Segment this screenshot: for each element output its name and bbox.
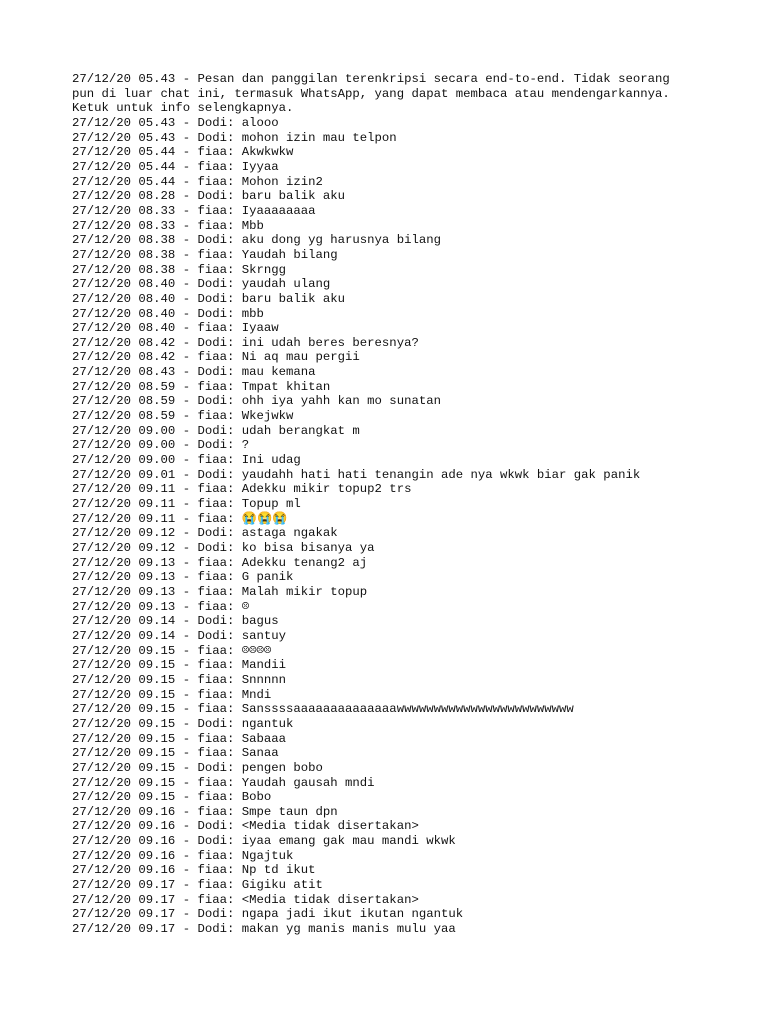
chat-log-line: 27/12/20 09.11 - fiaa: 😭😭😭 [72,511,288,526]
chat-log-line: 27/12/20 08.59 - Dodi: ohh iya yahh kan mo sunatan [72,394,441,409]
chat-log-line: 27/12/20 08.40 - Dodi: yaudah ulang [72,277,331,292]
chat-log-line: 27/12/20 09.15 - fiaa: Sabaaa [72,731,287,746]
chat-log-line: 27/12/20 05.44 - fiaa: Mohon izin2 [72,174,323,189]
chat-log-line: 27/12/20 08.59 - fiaa: Wkejwkw [72,409,294,424]
chat-log-line: 27/12/20 09.00 - fiaa: Ini udag [72,453,301,468]
chat-log-line: 27/12/20 08.42 - fiaa: Ni aq mau pergii [72,350,360,365]
chat-log-line: 27/12/20 09.15 - fiaa: Mndi [72,687,272,702]
chat-log-line: 27/12/20 09.15 - fiaa: Snnnnn [72,672,287,687]
chat-log-line: 27/12/20 08.38 - fiaa: Yaudah bilang [72,247,338,262]
chat-log-line: 27/12/20 09.01 - Dodi: yaudahh hati hati tenangin ade nya wkwk biar gak panik [72,467,641,482]
chat-log-line: 27/12/20 09.13 - fiaa: Malah mikir topup [72,584,368,599]
chat-log-line: 27/12/20 05.43 - Pesan dan panggilan terenkripsi secara end-to-end. Tidak seorang [72,72,670,86]
chat-log-line: 27/12/20 09.15 - fiaa: Sanssssaaaaaaaaaaaaaawwwwwwwwwwwwwwwwwwwwwwww [72,702,574,717]
chat-log-line: 27/12/20 09.15 - Dodi: pengen bobo [72,760,323,775]
chat-log-line: 27/12/20 09.11 - fiaa: Topup ml [72,497,301,512]
chat-log-line: 27/12/20 05.43 - Dodi: alooo [72,115,279,130]
chat-log-line: 27/12/20 08.40 - fiaa: Iyaaw [72,321,279,336]
chat-log-line: 27/12/20 09.17 - Dodi: makan yg manis manis mulu yaa [72,922,456,937]
chat-log-line: 27/12/20 09.16 - fiaa: Np td ikut [72,863,316,878]
chat-log-line: Ketuk untuk info selengkapnya. [72,101,294,116]
chat-log-line: 27/12/20 09.15 - fiaa: ☹☹☹☹ [72,643,272,658]
chat-log-line: 27/12/20 09.13 - fiaa: Adekku tenang2 aj [72,555,368,570]
chat-log-line: 27/12/20 09.14 - Dodi: bagus [72,614,279,629]
chat-log-line: 27/12/20 09.15 - fiaa: Sanaa [72,746,279,761]
chat-log-document [72,72,712,937]
chat-log-line: 27/12/20 09.15 - fiaa: Mandii [72,658,287,673]
chat-log-line: pun di luar chat ini, termasuk WhatsApp, yang dapat membaca atau mendengarkannya. [72,86,670,101]
chat-log-line: 27/12/20 09.16 - fiaa: Smpe taun dpn [72,804,338,819]
chat-log-line: 27/12/20 09.16 - fiaa: Ngajtuk [72,848,294,863]
chat-log-line: 27/12/20 08.40 - Dodi: baru balik aku [72,291,346,306]
chat-log-line: 27/12/20 09.15 - fiaa: Yaudah gausah mndi [72,775,375,790]
chat-log-line: 27/12/20 08.33 - fiaa: Iyaaaaaaaa [72,203,316,218]
chat-log-line: 27/12/20 09.12 - Dodi: astaga ngakak [72,526,338,541]
chat-log-line: 27/12/20 09.11 - fiaa: Adekku mikir topup2 trs [72,482,412,497]
chat-log-line: 27/12/20 09.13 - fiaa: ☹ [72,599,250,614]
chat-log-line: 27/12/20 08.59 - fiaa: Tmpat khitan [72,379,331,394]
chat-log-line: 27/12/20 08.40 - Dodi: mbb [72,306,264,321]
chat-log-line: 27/12/20 08.42 - Dodi: ini udah beres beresnya? [72,335,419,350]
chat-log-line: 27/12/20 09.00 - Dodi: udah berangkat m [72,423,360,438]
chat-log-line: 27/12/20 09.13 - fiaa: G panik [72,570,294,585]
chat-log-line: 27/12/20 05.44 - fiaa: Akwkwkw [72,145,294,160]
chat-log-line: 27/12/20 08.38 - Dodi: aku dong yg harusnya bilang [72,233,441,248]
chat-log-line: 27/12/20 05.44 - fiaa: Iyyaa [72,159,279,174]
chat-log-line: 27/12/20 09.17 - Dodi: ngapa jadi ikut ikutan ngantuk [72,907,464,922]
chat-log-line: 27/12/20 09.14 - Dodi: santuy [72,628,287,643]
chat-log-line: 27/12/20 09.17 - fiaa: <Media tidak disertakan> [72,892,419,907]
chat-log-line: 27/12/20 08.33 - fiaa: Mbb [72,218,264,233]
chat-log-line: 27/12/20 09.15 - Dodi: ngantuk [72,716,294,731]
chat-log-line: 27/12/20 08.28 - Dodi: baru balik aku [72,189,346,204]
chat-log-line: 27/12/20 08.43 - Dodi: mau kemana [72,365,316,380]
chat-log-line: 27/12/20 09.16 - Dodi: iyaa emang gak mau mandi wkwk [72,834,456,849]
chat-log-line: 27/12/20 09.17 - fiaa: Gigiku atit [72,878,323,893]
chat-log-line: 27/12/20 09.16 - Dodi: <Media tidak disertakan> [72,819,419,834]
chat-log-line: 27/12/20 05.43 - Dodi: mohon izin mau telpon [72,130,397,145]
chat-log-line: 27/12/20 09.00 - Dodi: ? [72,438,250,453]
chat-log-line: 27/12/20 08.38 - fiaa: Skrngg [72,262,287,277]
chat-log-line: 27/12/20 09.15 - fiaa: Bobo [72,790,272,805]
chat-log-line: 27/12/20 09.12 - Dodi: ko bisa bisanya ya [72,541,375,555]
